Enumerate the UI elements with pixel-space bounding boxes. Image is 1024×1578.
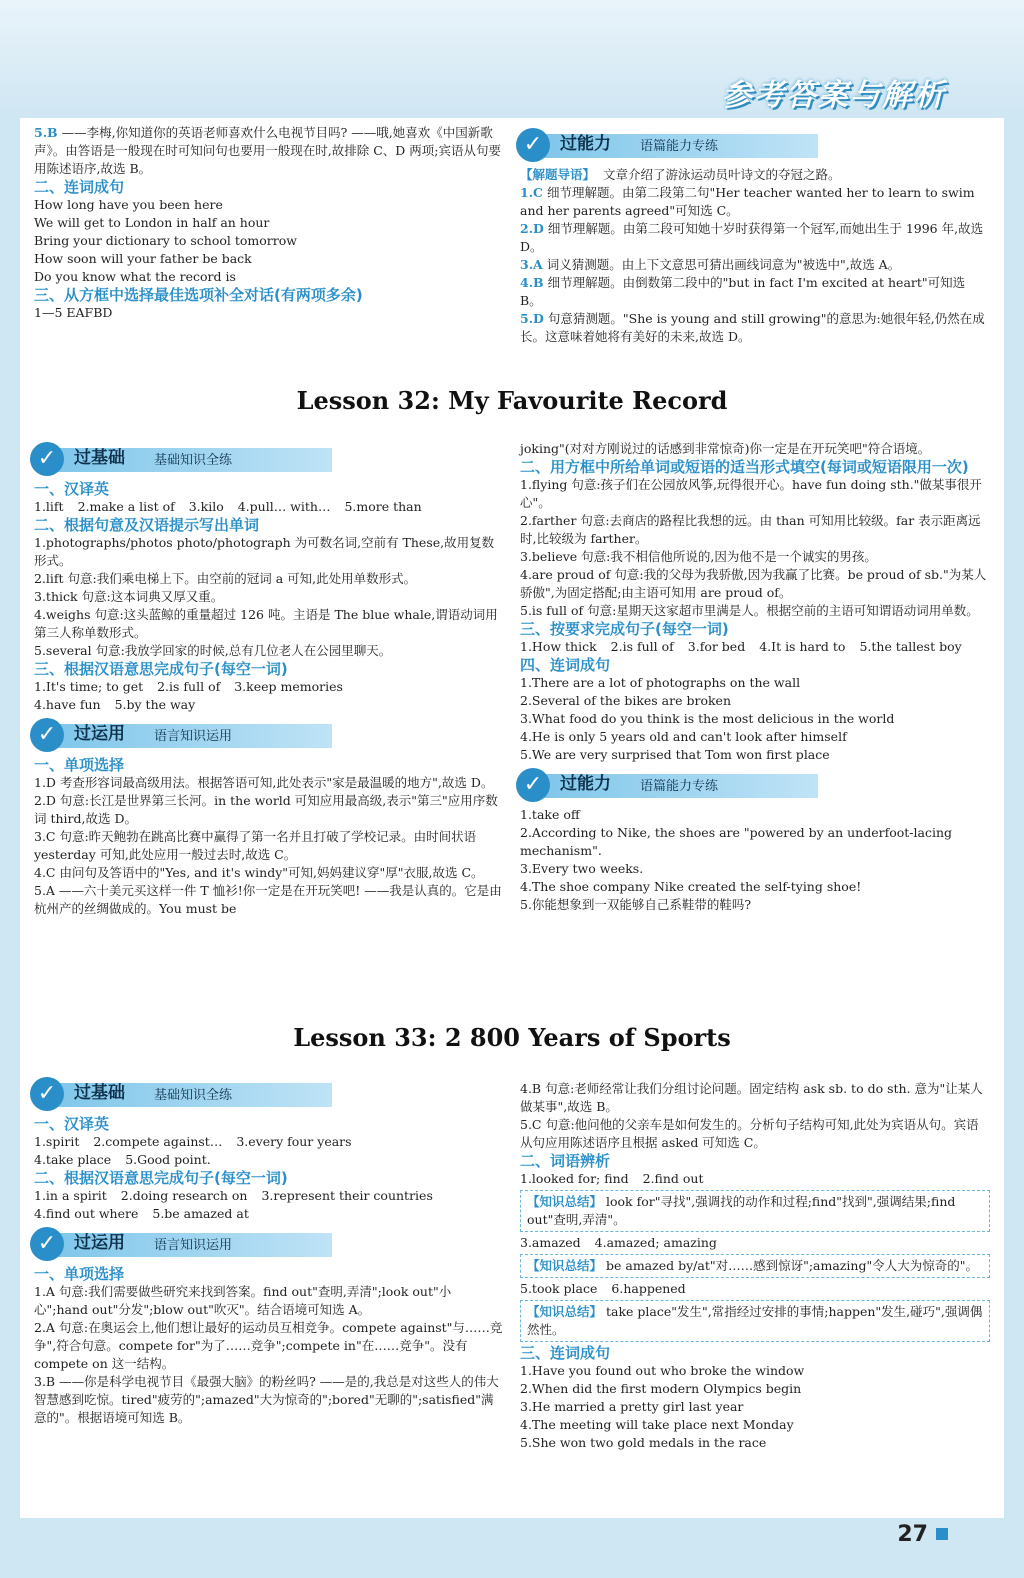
- answer: 4.pull… with…: [237, 499, 331, 514]
- answer: 4.have fun: [34, 697, 101, 712]
- page-marker: [936, 1528, 948, 1540]
- answer-page: [20, 118, 1004, 1518]
- guide-tag: 【解题导语】: [520, 167, 596, 182]
- list-item: 3.B ——你是科学电视节目《最强大脑》的粉丝吗? ——是的,我总是对这些人的伟大智慧感到吃惊。tired"疲劳的";amazed"大为惊奇的";bored"无聊的";satisfied"满意的"。根据语境可知选 B。: [34, 1374, 499, 1425]
- list-item: [520, 184, 990, 220]
- list-item: 1.There are a lot of photographs on the wall: [520, 675, 801, 690]
- list-item: 2.When did the first modern Olympics begin: [520, 1381, 802, 1396]
- header-title: 参考答案与解析: [722, 78, 946, 113]
- list-item: 1—5 EAFBD: [34, 305, 113, 320]
- list-item: 2.Several of the bikes are broken: [520, 693, 731, 708]
- top-q5-text: ——李梅,你知道你的英语老师喜欢什么电视节目吗? ——哦,她喜欢《中国新歌声》。由答语是一般现在时可知问句也要用一般现在时,故排除 C、D 两项;宾语从句要用陈述语序,故选 B。: [34, 125, 501, 176]
- answer-row: [34, 1205, 504, 1223]
- list-item: 4.B 句意:老师经常让我们分组讨论问题。固定结构 ask sb. to do sth. 意为"让某人做某事",故选 B。: [520, 1081, 983, 1114]
- section-heading: 一、汉译英: [34, 480, 110, 498]
- answer-row: [34, 1133, 504, 1151]
- list-item: 1.photographs/photos photo/photograph 为可数名词,空前有 These,故用复数形式。: [34, 535, 495, 568]
- list-item: 5.A ——六十美元买这样一件 T 恤衫!你一定是在开玩笑吧! ——我是认真的。它是由杭州产的丝绸做成的。You must be: [34, 883, 502, 916]
- answer: 5.Good point.: [125, 1152, 211, 1167]
- list-item: Bring your dictionary to school tomorrow: [34, 233, 297, 248]
- answer-row: [520, 1234, 990, 1252]
- banner-sublabel: 语言知识运用: [154, 1238, 233, 1253]
- section-heading: 一、单项选择: [34, 1265, 125, 1283]
- list-item: How long have you been here: [34, 197, 223, 212]
- check-icon: ✓: [30, 718, 64, 752]
- answer: 3.amazed: [520, 1235, 581, 1250]
- list-item: 1.take off: [520, 807, 580, 822]
- banner-ability: [516, 768, 816, 802]
- list-item: We will get to London in half an hour: [34, 215, 270, 230]
- answer: 5.by the way: [114, 697, 196, 712]
- item-number: 3.A: [520, 257, 543, 272]
- answer: 4.take place: [34, 1152, 112, 1167]
- answer: 3.keep memories: [234, 679, 343, 694]
- answer: 2.doing research on: [120, 1188, 248, 1203]
- lesson32-left-column: [34, 438, 504, 918]
- answer: 4.It is hard to: [759, 639, 846, 654]
- list-item: 2.According to Nike, the shoes are "powered by an underfoot-lacing mechanism".: [520, 825, 953, 858]
- answer: 1.How thick: [520, 639, 597, 654]
- banner-sublabel: 语篇能力专练: [640, 139, 719, 154]
- section-heading: 三、连词成句: [520, 1344, 611, 1362]
- item-text: 句意猜测题。"She is young and still growing"的意思为:她很年轻,仍然在成长。这意味着她将有美好的未来,故选 D。: [520, 311, 985, 344]
- answer: 1.It's time; to get: [34, 679, 144, 694]
- banner-basics: [30, 1077, 330, 1111]
- section-heading: 三、根据汉语意思完成句子(每空一词): [34, 660, 288, 678]
- list-item: [520, 310, 990, 346]
- top-q5: 5.B ——李梅,你知道你的英语老师喜欢什么电视节目吗? ——哦,她喜欢《中国新歌声》。由答语是一般现在时可知问句也要用一般现在时,故排除 C、D 两项;宾语从句要用陈述语序,故选 B。: [34, 125, 501, 176]
- list-item: 1.Have you found out who broke the window: [520, 1363, 805, 1378]
- check-icon: ✓: [30, 442, 64, 476]
- lesson33-left-column: [34, 1073, 504, 1427]
- list-item: 2.lift 句意:我们乘电梯上下。由空前的冠词 a 可知,此处用单数形式。: [34, 571, 417, 586]
- section-heading: 二、连词成句: [34, 178, 125, 196]
- knowledge-box: [520, 1300, 990, 1342]
- list-item: 4.He is only 5 years old and can't look after himself: [520, 729, 847, 744]
- top-right-column: [520, 124, 990, 346]
- list-item: [520, 256, 990, 274]
- continued-text: joking"(对对方刚说过的话感到非常惊奇)你一定是在开玩笑吧"符合语境。: [520, 441, 931, 456]
- check-icon: ✓: [30, 1227, 64, 1261]
- list-item: 4.weighs 句意:这头蓝鲸的重量超过 126 吨。主语是 The blue whale,谓语动词用第三人称单数形式。: [34, 607, 498, 640]
- banner-label: 过能力: [560, 134, 611, 154]
- knowledge-text: take place"发生",常指经过安排的事情;happen"发生,碰巧",强调偶然性。: [527, 1304, 983, 1337]
- item-number: 2.D: [520, 221, 544, 236]
- banner-usage: [30, 718, 330, 752]
- section-heading: 二、词语辨析: [520, 1152, 611, 1170]
- answer: 1.in a spirit: [34, 1188, 107, 1203]
- lesson33-right-column: [520, 1080, 990, 1452]
- list-item: [520, 274, 990, 310]
- list-item: [520, 220, 990, 256]
- banner-label: 过能力: [560, 774, 611, 794]
- section-heading: 二、根据汉语意思完成句子(每空一词): [34, 1169, 288, 1187]
- answer: 5.the tallest boy: [859, 639, 962, 654]
- answer-row: [520, 1280, 990, 1298]
- banner-label: 过运用: [74, 1233, 125, 1253]
- answer: 4.find out where: [34, 1206, 139, 1221]
- answer: 5.took place: [520, 1281, 598, 1296]
- section-heading: 二、根据句意及汉语提示写出单词: [34, 516, 260, 534]
- answer: 3.every four years: [236, 1134, 352, 1149]
- answer: 2.compete against…: [93, 1134, 223, 1149]
- answer: 2.is full of: [610, 639, 674, 654]
- banner-sublabel: 基础知识全练: [154, 1088, 233, 1103]
- answer: 1.looked for; find: [520, 1171, 629, 1186]
- answer: 5.more than: [344, 499, 422, 514]
- list-item: 4.The meeting will take place next Monday: [520, 1417, 794, 1432]
- knowledge-text: be amazed by/at"对……感到惊讶";amazing"令人大为惊奇的"。: [606, 1258, 978, 1273]
- banner-sublabel: 基础知识全练: [154, 453, 233, 468]
- list-item: 1.D 考查形容词最高级用法。根据答语可知,此处表示"家是最温暖的地方",故选 D。: [34, 775, 494, 790]
- check-icon: ✓: [516, 768, 550, 802]
- list-item: 2.farther 句意:去商店的路程比我想的远。由 than 可知用比较级。far 表示距离远时,比较级为 farther。: [520, 513, 981, 546]
- answer: 2.is full of: [157, 679, 221, 694]
- answer: 3.for bed: [687, 639, 746, 654]
- list-item: 3.thick 句意:这本词典又厚又重。: [34, 589, 224, 604]
- list-item: 3.What food do you think is the most delicious in the world: [520, 711, 895, 726]
- list-item: 3.Every two weeks.: [520, 861, 644, 876]
- lesson-32-title: Lesson 32: My Favourite Record: [296, 386, 728, 415]
- answer: 3.represent their countries: [261, 1188, 433, 1203]
- list-item: 5.She won two gold medals in the race: [520, 1435, 767, 1450]
- answer: 2.find out: [642, 1171, 704, 1186]
- banner-sublabel: 语篇能力专练: [640, 779, 719, 794]
- banner-basics: [30, 442, 330, 476]
- answer: 2.make a list of: [77, 499, 175, 514]
- section-heading: 四、连词成句: [520, 656, 611, 674]
- answer: 1.spirit: [34, 1134, 80, 1149]
- page-number: 27: [897, 1522, 928, 1547]
- answer-row: [34, 1187, 504, 1205]
- section-heading: 一、单项选择: [34, 756, 125, 774]
- answer-row: [34, 498, 504, 516]
- item-text: 细节理解题。由第二段可知她十岁时获得第一个冠军,而她出生于 1996 年,故选 D。: [520, 221, 984, 254]
- list-item: 3.believe 句意:我不相信他所说的,因为他不是一个诚实的男孩。: [520, 549, 877, 564]
- check-icon: ✓: [516, 128, 550, 162]
- answer: 1.lift: [34, 499, 64, 514]
- item-text: 词义猜测题。由上下文意思可猜出画线词意为"被选中",故选 A。: [546, 257, 901, 272]
- answer: 5.be amazed at: [152, 1206, 249, 1221]
- check-icon: ✓: [30, 1077, 64, 1111]
- item-number: 4.B: [520, 275, 544, 290]
- answer-row: [520, 1170, 990, 1188]
- item-text: 细节理解题。由倒数第二段中的"but in fact I'm excited at heart"可知选 B。: [520, 275, 966, 308]
- section-heading: 一、汉译英: [34, 1115, 110, 1133]
- banner-label: 过基础: [74, 448, 125, 468]
- item-number: 5.D: [520, 311, 544, 326]
- list-item: Do you know what the record is: [34, 269, 236, 284]
- knowledge-label: 【知识总结】: [527, 1304, 603, 1319]
- guide-text: 文章介绍了游泳运动员叶诗文的夺冠之路。: [603, 167, 841, 182]
- banner-label: 过运用: [74, 724, 125, 744]
- list-item: 4.C 由问句及答语中的"Yes, and it's windy"可知,妈妈建议穿"厚"衣服,故选 C。: [34, 865, 484, 880]
- answer-row: [34, 696, 504, 714]
- item-number: 1.C: [520, 185, 543, 200]
- knowledge-box: [520, 1190, 990, 1232]
- list-item: 5.你能想象到一双能够自己系鞋带的鞋吗?: [520, 897, 752, 912]
- lesson32-right-column: [520, 440, 990, 914]
- answer: 3.kilo: [188, 499, 224, 514]
- section-heading: 三、从方框中选择最佳选项补全对话(有两项多余): [34, 286, 363, 304]
- answer: 4.amazed; amazing: [594, 1235, 717, 1250]
- list-item: 1.flying 句意:孩子们在公园放风筝,玩得很开心。have fun doing sth."做某事很开心"。: [520, 477, 982, 510]
- guide-line: [520, 166, 990, 184]
- section-heading: 三、按要求完成句子(每空一词): [520, 620, 729, 638]
- section-heading: 二、用方框中所给单词或短语的适当形式填空(每词或短语限用一次): [520, 458, 969, 476]
- list-item: 2.D 句意:长江是世界第三长河。in the world 可知应用最高级,表示"第三"应用序数词 third,故选 D。: [34, 793, 498, 826]
- list-item: 1.A 句意:我们需要做些研究来找到答案。find out"查明,弄清";look out"小心";hand out"分发";blow out"吹灭"。结合语境可知选 A。: [34, 1284, 452, 1317]
- knowledge-label: 【知识总结】: [527, 1194, 603, 1209]
- banner-sublabel: 语言知识运用: [154, 729, 233, 744]
- answer-row: [520, 638, 990, 656]
- knowledge-box: [520, 1254, 990, 1278]
- answer: 6.happened: [611, 1281, 686, 1296]
- list-item: 3.He married a pretty girl last year: [520, 1399, 744, 1414]
- item-text: 细节理解题。由第二段第二句"Her teacher wanted her to learn to swim and her parents agreed"可知选 C。: [520, 185, 975, 218]
- list-item: 5.C 句意:他问他的父亲车是如何发生的。分析句子结构可知,此处为宾语从句。宾语从句应用陈述语序且根据 asked 可知选 C。: [520, 1117, 979, 1150]
- lesson-33-title: Lesson 33: 2 800 Years of Sports: [293, 1023, 731, 1052]
- knowledge-label: 【知识总结】: [527, 1258, 603, 1273]
- banner-usage: [30, 1227, 330, 1261]
- answer-row: [34, 1151, 504, 1169]
- list-item: 5.several 句意:我放学回家的时候,总有几位老人在公园里聊天。: [34, 643, 392, 658]
- list-item: How soon will your father be back: [34, 251, 252, 266]
- banner-label: 过基础: [74, 1083, 125, 1103]
- list-item: 3.C 句意:昨天鲍勃在跳高比赛中赢得了第一名并且打破了学校记录。由时间状语 yesterday 可知,此处应用一般过去时,故选 C。: [34, 829, 477, 862]
- list-item: 4.The shoe company Nike created the self-tying shoe!: [520, 879, 862, 894]
- knowledge-text: look for"寻找",强调找的动作和过程;find"找到",强调结果;find out"查明,弄清"。: [527, 1194, 956, 1227]
- answer-row: [34, 678, 504, 696]
- banner-ability: [516, 128, 816, 162]
- top-left-column: [34, 124, 504, 322]
- list-item: 5.We are very surprised that Tom won first place: [520, 747, 830, 762]
- list-item: 2.A 句意:在奥运会上,他们想让最好的运动员互相竞争。compete against"与……竞争",符合句意。compete for"为了……竞争";compete in"在……竞争"。没有 compete on 这一结构。: [34, 1320, 503, 1371]
- list-item: 4.are proud of 句意:我的父母为我骄傲,因为我赢了比赛。be proud of sb."为某人骄傲",为固定搭配;由主语可知用 are proud of。: [520, 567, 987, 600]
- list-item: 5.is full of 句意:星期天这家超市里满是人。根据空前的主语可知谓语动词用单数。: [520, 603, 979, 618]
